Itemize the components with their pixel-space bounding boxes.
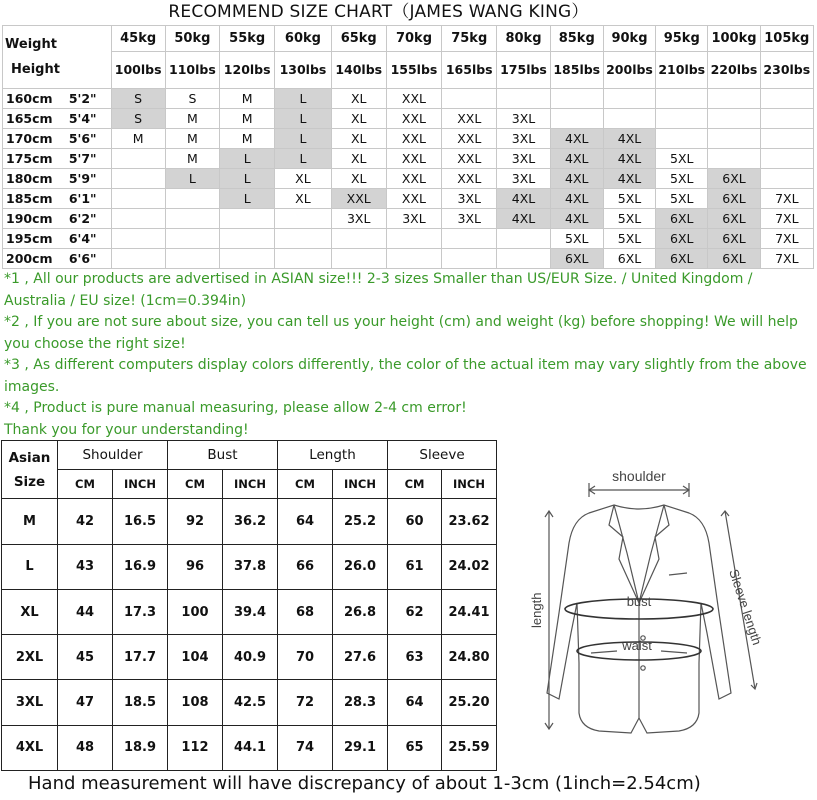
page-title: RECOMMEND SIZE CHART（JAMES WANG KING） <box>168 2 589 22</box>
height-ft: 5'2" <box>67 89 111 109</box>
sleeve-label: Sleeve length <box>726 567 765 647</box>
size-cell <box>165 229 219 249</box>
height-ft: 5'7" <box>67 149 111 169</box>
size-cell: L <box>275 109 331 129</box>
size-cell <box>442 89 497 109</box>
length-label: length <box>529 592 544 628</box>
measure-value: 44.1 <box>223 725 278 770</box>
size-cell: 4XL <box>550 129 603 149</box>
size-cell: L <box>275 149 331 169</box>
height-ft: 6'4" <box>67 229 111 249</box>
size-cell <box>111 249 165 269</box>
measure-value: 16.5 <box>113 499 168 544</box>
size-cell: 5XL <box>550 229 603 249</box>
weight-height-corner <box>3 26 112 89</box>
measure-value: 23.62 <box>442 499 497 544</box>
size-cell: XXL <box>331 189 386 209</box>
size-cell: XL <box>331 129 386 149</box>
unit-header: INCH <box>223 470 278 499</box>
size-cell <box>708 89 760 109</box>
height-cm: 165cm <box>3 109 67 129</box>
size-cell <box>220 249 275 269</box>
size-cell: 4XL <box>550 149 603 169</box>
size-cell: XXL <box>442 109 497 129</box>
size-cell: 4XL <box>550 209 603 229</box>
size-cell <box>275 229 331 249</box>
size-cell: 6XL <box>656 209 708 229</box>
measure-value: 17.3 <box>113 589 168 634</box>
size-cell: 3XL <box>442 209 497 229</box>
size-cell: L <box>165 169 219 189</box>
height-ft: 5'9" <box>67 169 111 189</box>
height-label: Height <box>11 62 60 77</box>
measure-value: 60 <box>388 499 442 544</box>
notes <box>4 269 814 441</box>
size-cell <box>603 109 655 129</box>
size-cell: 6XL <box>708 229 760 249</box>
height-cm: 175cm <box>3 149 67 169</box>
weight-kg-header: 90kg <box>603 26 655 52</box>
size-cell: 5XL <box>603 189 655 209</box>
weight-lbs-header: 140lbs <box>331 52 386 89</box>
size-cell: 3XL <box>442 189 497 209</box>
size-cell <box>656 89 708 109</box>
size-row <box>3 129 814 149</box>
size-label: XL <box>2 589 58 634</box>
size-cell: XL <box>331 109 386 129</box>
size-cell <box>386 229 441 249</box>
measure-row <box>2 680 497 725</box>
size-cell <box>760 169 813 189</box>
measure-value: 74 <box>278 725 333 770</box>
size-cell: XXL <box>386 169 441 189</box>
size-cell: 3XL <box>386 209 441 229</box>
size-cell: M <box>165 129 219 149</box>
size-cell: 6XL <box>708 209 760 229</box>
size-cell <box>331 249 386 269</box>
size-cell <box>497 249 550 269</box>
weight-lbs-header: 155lbs <box>386 52 441 89</box>
size-cell: M <box>111 129 165 149</box>
size-cell: 4XL <box>603 129 655 149</box>
measure-value: 66 <box>278 544 333 589</box>
size-cell: 5XL <box>603 209 655 229</box>
measure-value: 39.4 <box>223 589 278 634</box>
measure-value: 24.80 <box>442 635 497 680</box>
size-cell <box>708 149 760 169</box>
measure-value: 64 <box>388 680 442 725</box>
size-cell: 4XL <box>550 169 603 189</box>
size-cell: XXL <box>442 129 497 149</box>
corner-line2: Size <box>13 473 46 490</box>
measure-value: 18.5 <box>113 680 168 725</box>
size-cell <box>331 229 386 249</box>
size-cell <box>656 129 708 149</box>
size-cell: M <box>220 129 275 149</box>
measure-group-header: Length <box>278 441 388 470</box>
unit-header: INCH <box>113 470 168 499</box>
size-cell: L <box>275 129 331 149</box>
size-cell <box>550 89 603 109</box>
lapel-lines <box>614 505 664 603</box>
size-cell <box>760 129 813 149</box>
measure-value: 44 <box>58 589 113 634</box>
size-cell <box>760 149 813 169</box>
size-cell: XXL <box>386 89 441 109</box>
unit-header: CM <box>168 470 223 499</box>
height-ft: 6'6" <box>67 249 111 269</box>
size-cell: 7XL <box>760 209 813 229</box>
height-ft: 5'4" <box>67 109 111 129</box>
measure-value: 27.6 <box>333 635 388 680</box>
size-cell: 4XL <box>550 189 603 209</box>
height-cm: 195cm <box>3 229 67 249</box>
measure-value: 45 <box>58 635 113 680</box>
weight-lbs-header: 120lbs <box>220 52 275 89</box>
size-cell: 4XL <box>603 149 655 169</box>
size-cell <box>708 109 760 129</box>
size-cell: 4XL <box>603 169 655 189</box>
note-line: *1 , All our products are advertised in ASIAN size!!! 2-3 sizes Smaller than US/EUR Size. / United Kingdom / Australia / EU size! (1cm=0.394in) <box>4 271 753 309</box>
waist-label: waist <box>622 638 652 653</box>
size-cell <box>275 209 331 229</box>
size-cell: XL <box>275 189 331 209</box>
weight-lbs-header: 230lbs <box>760 52 813 89</box>
height-cm: 170cm <box>3 129 67 149</box>
size-cell: S <box>165 89 219 109</box>
unit-header: CM <box>58 470 113 499</box>
size-cell: M <box>220 89 275 109</box>
measure-value: 112 <box>168 725 223 770</box>
size-cell: 3XL <box>497 149 550 169</box>
weight-kg-header: 80kg <box>497 26 550 52</box>
measure-value: 70 <box>278 635 333 680</box>
size-cell <box>656 109 708 129</box>
height-cm: 200cm <box>3 249 67 269</box>
measure-value: 72 <box>278 680 333 725</box>
size-cell <box>165 209 219 229</box>
size-label: L <box>2 544 58 589</box>
measure-value: 37.8 <box>223 544 278 589</box>
weight-kg-header: 65kg <box>331 26 386 52</box>
weight-lbs-header: 165lbs <box>442 52 497 89</box>
size-row <box>3 249 814 269</box>
note-line: *4 , Product is pure manual measuring, please allow 2-4 cm error! <box>4 400 467 416</box>
shoulder-label: shoulder <box>612 468 666 484</box>
size-cell: 3XL <box>497 109 550 129</box>
measurement-table <box>1 440 497 771</box>
size-cell <box>497 89 550 109</box>
measure-value: 25.59 <box>442 725 497 770</box>
size-row <box>3 89 814 109</box>
size-cell: 6XL <box>656 249 708 269</box>
size-cell <box>111 189 165 209</box>
measure-row <box>2 544 497 589</box>
weight-kg-header: 105kg <box>760 26 813 52</box>
size-cell: 6XL <box>603 249 655 269</box>
note-line: Thank you for your understanding! <box>4 421 249 438</box>
measure-value: 42 <box>58 499 113 544</box>
weight-lbs-header: 220lbs <box>708 52 760 89</box>
measure-value: 96 <box>168 544 223 589</box>
measure-value: 29.1 <box>333 725 388 770</box>
height-ft: 6'1" <box>67 189 111 209</box>
size-cell: XXL <box>386 189 441 209</box>
size-cell <box>220 209 275 229</box>
unit-header: CM <box>388 470 442 499</box>
height-cm: 180cm <box>3 169 67 189</box>
measure-value: 68 <box>278 589 333 634</box>
size-cell: XL <box>275 169 331 189</box>
measure-value: 48 <box>58 725 113 770</box>
measure-value: 24.02 <box>442 544 497 589</box>
size-cell: 5XL <box>656 149 708 169</box>
size-cell <box>708 129 760 149</box>
size-cell: 4XL <box>497 189 550 209</box>
size-cell <box>760 109 813 129</box>
measure-value: 62 <box>388 589 442 634</box>
size-label: M <box>2 499 58 544</box>
footer-note: Hand measurement will have discrepancy of about 1-3cm (1inch=2.54cm) <box>28 773 701 794</box>
note-line: *3 , As different computers display colors differently, the color of the actual item may vary slightly from the above images. <box>4 357 807 395</box>
size-cell: XXL <box>442 149 497 169</box>
measure-value: 42.5 <box>223 680 278 725</box>
size-label: 2XL <box>2 635 58 680</box>
size-cell <box>442 249 497 269</box>
size-cell: XXL <box>386 129 441 149</box>
size-cell: 6XL <box>708 249 760 269</box>
size-row <box>3 189 814 209</box>
measure-row <box>2 589 497 634</box>
size-cell: XL <box>331 169 386 189</box>
size-cell: M <box>165 149 219 169</box>
size-cell: 7XL <box>760 249 813 269</box>
weight-kg-header: 50kg <box>165 26 219 52</box>
weight-lbs-header: 175lbs <box>497 52 550 89</box>
measure-value: 25.20 <box>442 680 497 725</box>
size-cell <box>550 109 603 129</box>
measure-value: 28.3 <box>333 680 388 725</box>
size-cell: L <box>220 149 275 169</box>
weight-kg-header: 100kg <box>708 26 760 52</box>
measure-group-header: Bust <box>168 441 278 470</box>
size-row <box>3 169 814 189</box>
size-cell <box>111 149 165 169</box>
size-cell <box>111 209 165 229</box>
size-cell: XXL <box>386 149 441 169</box>
size-cell: XL <box>331 89 386 109</box>
weight-kg-header: 45kg <box>111 26 165 52</box>
weight-kg-header: 85kg <box>550 26 603 52</box>
weight-lbs-header: 200lbs <box>603 52 655 89</box>
size-cell: 6XL <box>550 249 603 269</box>
unit-header: INCH <box>442 470 497 499</box>
size-label: 4XL <box>2 725 58 770</box>
measure-value: 47 <box>58 680 113 725</box>
size-cell: 5XL <box>603 229 655 249</box>
measure-value: 25.2 <box>333 499 388 544</box>
measure-group-header: Sleeve <box>388 441 497 470</box>
measure-value: 64 <box>278 499 333 544</box>
measure-row <box>2 725 497 770</box>
size-cell <box>442 229 497 249</box>
measure-value: 108 <box>168 680 223 725</box>
weight-kg-header: 55kg <box>220 26 275 52</box>
weight-label: Weight <box>5 37 57 52</box>
size-cell: M <box>165 109 219 129</box>
unit-header: INCH <box>333 470 388 499</box>
size-row <box>3 149 814 169</box>
size-cell <box>275 249 331 269</box>
weight-kg-header: 75kg <box>442 26 497 52</box>
size-cell: L <box>220 189 275 209</box>
measure-group-header: Shoulder <box>58 441 168 470</box>
measure-value: 16.9 <box>113 544 168 589</box>
size-cell: L <box>220 169 275 189</box>
recommend-size-table <box>2 25 814 269</box>
size-cell <box>111 169 165 189</box>
size-cell: L <box>275 89 331 109</box>
measure-value: 36.2 <box>223 499 278 544</box>
jacket-diagram <box>519 463 773 753</box>
measure-value: 26.8 <box>333 589 388 634</box>
size-cell <box>165 249 219 269</box>
size-cell <box>760 89 813 109</box>
size-cell: XL <box>331 149 386 169</box>
size-row <box>3 229 814 249</box>
size-cell <box>386 249 441 269</box>
size-cell: 7XL <box>760 229 813 249</box>
size-cell <box>603 89 655 109</box>
height-cm: 160cm <box>3 89 67 109</box>
size-cell: S <box>111 109 165 129</box>
size-cell <box>497 229 550 249</box>
measure-value: 92 <box>168 499 223 544</box>
size-cell <box>220 229 275 249</box>
asian-size-corner <box>2 441 58 499</box>
size-cell: 3XL <box>497 129 550 149</box>
measure-value: 43 <box>58 544 113 589</box>
measure-value: 24.41 <box>442 589 497 634</box>
measure-value: 26.0 <box>333 544 388 589</box>
weight-kg-header: 95kg <box>656 26 708 52</box>
note-line: *2 , If you are not sure about size, you can tell us your height (cm) and weight (kg) before shopping! We will help you choose the right size! <box>4 314 798 352</box>
height-cm: 190cm <box>3 209 67 229</box>
size-row <box>3 109 814 129</box>
size-cell: 5XL <box>656 189 708 209</box>
measure-value: 100 <box>168 589 223 634</box>
size-cell: S <box>111 89 165 109</box>
size-cell: 4XL <box>497 209 550 229</box>
weight-lbs-header: 210lbs <box>656 52 708 89</box>
measure-value: 18.9 <box>113 725 168 770</box>
height-cm: 185cm <box>3 189 67 209</box>
size-cell: 3XL <box>331 209 386 229</box>
size-cell <box>165 189 219 209</box>
measure-value: 61 <box>388 544 442 589</box>
size-cell: 3XL <box>497 169 550 189</box>
weight-lbs-header: 130lbs <box>275 52 331 89</box>
size-row <box>3 209 814 229</box>
measure-value: 65 <box>388 725 442 770</box>
size-cell: XXL <box>442 169 497 189</box>
height-ft: 6'2" <box>67 209 111 229</box>
size-cell: XXL <box>386 109 441 129</box>
weight-kg-header: 60kg <box>275 26 331 52</box>
measure-row <box>2 635 497 680</box>
weight-lbs-header: 110lbs <box>165 52 219 89</box>
measure-value: 17.7 <box>113 635 168 680</box>
size-cell: 6XL <box>656 229 708 249</box>
measure-value: 104 <box>168 635 223 680</box>
measure-row <box>2 499 497 544</box>
measure-value: 40.9 <box>223 635 278 680</box>
measure-value: 63 <box>388 635 442 680</box>
weight-lbs-header: 100lbs <box>111 52 165 89</box>
size-cell: 6XL <box>708 169 760 189</box>
size-cell <box>111 229 165 249</box>
weight-lbs-header: 185lbs <box>550 52 603 89</box>
bust-label: bust <box>626 594 652 609</box>
size-cell: 5XL <box>656 169 708 189</box>
weight-kg-header: 70kg <box>386 26 441 52</box>
height-ft: 5'6" <box>67 129 111 149</box>
size-label: 3XL <box>2 680 58 725</box>
size-cell: 6XL <box>708 189 760 209</box>
size-cell: 7XL <box>760 189 813 209</box>
size-cell: M <box>220 109 275 129</box>
corner-line1: Asian <box>8 449 51 466</box>
unit-header: CM <box>278 470 333 499</box>
